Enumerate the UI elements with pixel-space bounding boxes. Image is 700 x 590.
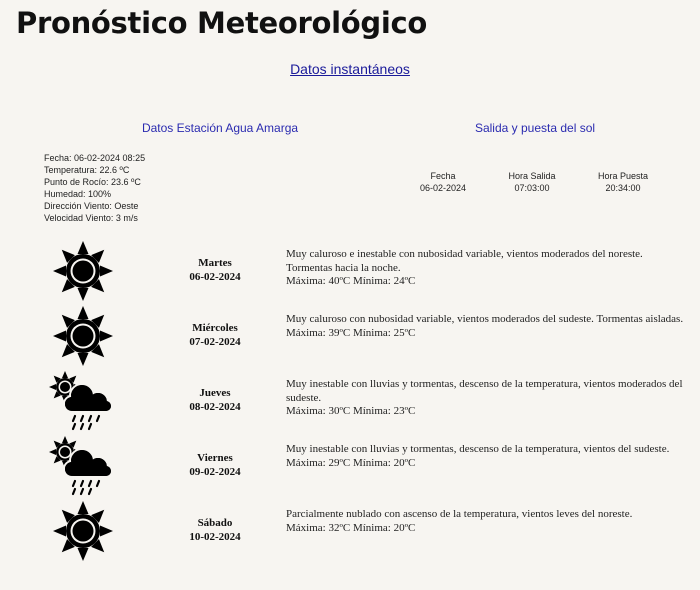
forecast-row-0 <box>0 240 700 302</box>
forecast-date: 08-02-2024 <box>189 401 241 413</box>
sun-value-rise: 07:03:00 <box>514 183 550 193</box>
forecast-day <box>175 321 255 349</box>
forecast-date: 09-02-2024 <box>189 466 241 478</box>
forecast-day <box>175 451 255 479</box>
forecast-text: Parcialmente nublado con ascenso de la temperatura, vientos leves del noreste. <box>286 508 633 520</box>
station-wind-speed: Velocidad Viento: 3 m/s <box>44 213 138 223</box>
station-humidity: Humedad: 100% <box>44 189 112 199</box>
sun-col-set <box>583 170 663 194</box>
sun-value-date: 06-02-2024 <box>419 183 467 193</box>
forecast-temps: Máxima: 29ºC Mínima: 20ºC <box>286 456 416 469</box>
forecast-date: 07-02-2024 <box>189 336 241 348</box>
forecast-row-1 <box>0 305 700 367</box>
sun-icon <box>48 500 118 562</box>
forecast-description <box>286 508 686 535</box>
forecast-date: 10-02-2024 <box>189 531 241 543</box>
sun-value-set: 20:34:00 <box>605 183 641 193</box>
sun-header-rise: Hora Salida <box>508 171 556 181</box>
forecast-row-4 <box>0 500 700 562</box>
sun-icon <box>48 240 118 302</box>
page-title: Pronóstico Meteorológico <box>16 6 428 40</box>
forecast-text: Muy caluroso con nubosidad variable, vientos moderados del sudeste. Tormentas aisladas. <box>286 313 684 325</box>
station-date: Fecha: 06-02-2024 08:25 <box>44 153 146 163</box>
sun-col-rise <box>492 170 572 194</box>
forecast-day-name: Sábado <box>197 517 233 529</box>
forecast-temps: Máxima: 30ºC Mínima: 23ºC <box>286 405 416 417</box>
forecast-description <box>286 378 686 419</box>
station-heading: Datos Estación Agua Amarga <box>141 121 299 135</box>
forecast-text: Muy inestable con lluvias y tormentas, descenso de la temperatura, vientos moderados del sudeste. <box>286 378 683 404</box>
sun-cloud-rain-icon <box>48 435 118 497</box>
sun-heading: Salida y puesta del sol <box>474 121 596 135</box>
sun-col-date <box>403 170 483 194</box>
sun-header-set: Hora Puesta <box>597 171 649 181</box>
forecast-day <box>175 386 255 414</box>
forecast-row-2 <box>0 370 700 432</box>
forecast-day <box>175 256 255 284</box>
forecast-temps: Máxima: 39ºC Mínima: 25ºC <box>286 326 416 339</box>
forecast-day-name: Miércoles <box>192 322 238 334</box>
forecast-description <box>286 443 686 470</box>
forecast-description <box>286 313 686 340</box>
forecast-day-name: Jueves <box>199 387 231 399</box>
forecast-description <box>286 248 686 289</box>
forecast-text: Muy inestable con lluvias y tormentas, descenso de la temperatura, vientos del sudeste. <box>286 443 670 455</box>
forecast-text: Muy caluroso e inestable con nubosidad variable, vientos moderados del noreste. Tormentas hacia la noche. <box>286 248 643 274</box>
station-dew-point: Punto de Rocío: 23.6 ºC <box>44 177 141 187</box>
forecast-day-name: Viernes <box>197 452 233 464</box>
forecast-row-3 <box>0 435 700 497</box>
instant-data-link[interactable]: Datos instantáneos <box>290 61 410 77</box>
forecast-day <box>175 516 255 544</box>
forecast-day-name: Martes <box>198 257 232 269</box>
station-wind-direction: Dirección Viento: Oeste <box>44 201 139 211</box>
forecast-date: 06-02-2024 <box>189 271 241 283</box>
station-temperature: Temperatura: 22.6 ºC <box>44 165 130 175</box>
sun-cloud-rain-icon <box>48 370 118 432</box>
forecast-temps: Máxima: 40ºC Mínima: 24ºC <box>286 275 416 287</box>
sun-header-date: Fecha <box>430 171 456 181</box>
sun-icon <box>48 305 118 367</box>
forecast-temps: Máxima: 32ºC Mínima: 20ºC <box>286 521 416 534</box>
station-data <box>44 152 145 224</box>
